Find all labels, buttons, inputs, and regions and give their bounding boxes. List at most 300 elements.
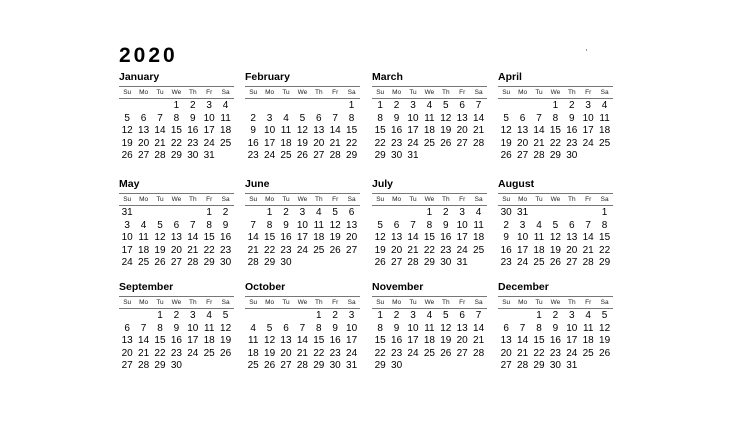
day-cell: 27 (456, 137, 468, 149)
day-cell: 5 (266, 322, 273, 334)
day-cell: 10 (517, 232, 529, 244)
day-cell: 9 (222, 219, 229, 231)
day-cell: 1 (536, 310, 542, 321)
day-cell: 22 (313, 347, 325, 359)
day-cell: 23 (500, 257, 512, 269)
day-cell: 2 (393, 100, 400, 111)
day-cell: 6 (140, 112, 147, 124)
day-cell: 24 (187, 347, 199, 359)
weekday-label: Th (441, 89, 450, 96)
day-cell: 22 (374, 137, 386, 149)
day-cell: 15 (170, 125, 182, 137)
weekday-label: Sa (474, 196, 483, 203)
day-cell: 6 (348, 207, 355, 218)
weekday-label: Fr (459, 89, 466, 96)
weekday-label: Tu (282, 196, 290, 203)
weekday-label: Fr (206, 89, 213, 96)
day-cell: 2 (222, 207, 229, 218)
day-cell: 26 (374, 257, 386, 269)
weekday-label: Mo (518, 89, 528, 96)
day-cell: 21 (517, 347, 529, 359)
day-cell: 15 (346, 125, 358, 137)
weekday-label: Fr (332, 299, 339, 306)
weekday-label: We (171, 299, 182, 306)
weekday-label: We (550, 196, 561, 203)
day-cell: 4 (426, 310, 433, 321)
weekday-label: Su (502, 196, 511, 203)
day-cell: 6 (519, 112, 526, 124)
day-cell: 5 (443, 100, 449, 111)
day-cell: 28 (138, 360, 150, 372)
day-cell: 11 (583, 322, 594, 334)
day-cell: 4 (283, 112, 289, 124)
day-cell: 31 (517, 207, 529, 218)
day-cell: 18 (220, 125, 232, 137)
weekday-label: We (171, 196, 182, 203)
weekday-label: Su (249, 89, 258, 96)
day-cell: 13 (456, 112, 468, 124)
day-cell: 20 (391, 244, 403, 256)
month-name: April (498, 71, 522, 83)
day-cell: 17 (407, 335, 419, 347)
weekday-label: Tu (535, 89, 543, 96)
day-cell: 20 (121, 347, 133, 359)
day-cell: 23 (566, 137, 578, 149)
day-cell: 28 (296, 360, 308, 372)
day-cell: 7 (140, 322, 147, 334)
day-cell: 23 (187, 137, 199, 149)
weekday-label: Mo (139, 299, 149, 306)
day-cell: 13 (566, 232, 578, 244)
day-cell: 6 (459, 310, 465, 321)
day-cell: 15 (374, 335, 386, 347)
day-cell: 2 (332, 310, 338, 321)
day-cell: 12 (500, 125, 512, 137)
day-cell: 31 (346, 360, 358, 372)
day-cell: 26 (220, 347, 232, 359)
day-cell: 15 (599, 232, 611, 244)
day-cell: 19 (220, 335, 232, 347)
month-name: March (372, 71, 403, 83)
day-cell: 25 (280, 150, 292, 162)
day-cell: 28 (473, 347, 485, 359)
day-cell: 2 (250, 112, 256, 124)
day-cell: 9 (393, 112, 400, 124)
day-cell: 4 (316, 207, 322, 218)
day-cell: 9 (173, 322, 180, 334)
day-cell: 3 (519, 219, 526, 231)
weekday-label: We (550, 89, 561, 96)
weekday-label: Tu (409, 299, 417, 306)
day-cell: 22 (264, 244, 276, 256)
weekday-label: Su (123, 196, 132, 203)
weekday-label: Tu (156, 196, 164, 203)
day-cell: 29 (374, 150, 386, 162)
day-cell: 18 (247, 347, 259, 359)
weekday-label: Sa (600, 299, 609, 306)
day-cell: 27 (391, 257, 403, 269)
weekday-label: Fr (585, 196, 592, 203)
day-cell: 13 (500, 335, 512, 347)
weekday-label: Th (567, 299, 576, 306)
day-cell: 2 (503, 219, 509, 231)
day-cell: 25 (473, 244, 485, 256)
day-cell: 18 (533, 244, 545, 256)
day-cell: 16 (391, 335, 403, 347)
weekday-label: Fr (206, 299, 213, 306)
day-cell: 26 (154, 257, 166, 269)
day-cell: 19 (599, 335, 611, 347)
day-cell: 17 (456, 232, 468, 244)
day-cell: 21 (329, 137, 341, 149)
day-cell: 8 (266, 219, 273, 231)
month-name: November (372, 281, 424, 293)
day-cell: 21 (247, 244, 259, 256)
day-cell: 23 (549, 347, 561, 359)
day-cell: 10 (187, 322, 199, 334)
day-cell: 27 (517, 150, 529, 162)
day-cell: 13 (170, 232, 182, 244)
weekday-label: Mo (392, 196, 402, 203)
day-cell: 3 (410, 310, 416, 321)
month-name: July (372, 178, 394, 190)
weekday-label: Mo (518, 196, 528, 203)
day-cell: 14 (473, 322, 485, 334)
weekday-header (498, 86, 613, 99)
day-cell: 12 (121, 125, 133, 137)
day-cell: 22 (423, 244, 435, 256)
day-cell: 13 (346, 219, 358, 231)
day-cell: 16 (500, 244, 512, 256)
weekday-header (498, 296, 613, 309)
day-cell: 6 (124, 322, 130, 334)
day-cell: 7 (475, 100, 482, 111)
weekday-label: Su (123, 299, 132, 306)
day-cell: 28 (154, 150, 166, 162)
day-cell: 5 (552, 219, 559, 231)
day-cell: 23 (170, 347, 182, 359)
day-cell: 24 (517, 257, 529, 269)
weekday-label: Su (123, 89, 132, 96)
month-name: August (498, 178, 535, 190)
day-cell: 27 (138, 150, 150, 162)
day-cell: 4 (222, 100, 229, 111)
weekday-label: Sa (474, 89, 483, 96)
weekday-label: Th (314, 196, 323, 203)
day-cell: 12 (329, 219, 341, 231)
day-cell: 2 (173, 310, 180, 321)
day-cell: 16 (391, 125, 403, 137)
weekday-header (245, 86, 360, 99)
day-cell: 11 (533, 232, 545, 244)
weekday-label: We (550, 299, 561, 306)
day-cell: 12 (440, 322, 452, 334)
day-cell: 24 (456, 244, 468, 256)
day-cell: 27 (456, 347, 468, 359)
day-cell: 6 (569, 219, 575, 231)
day-cell: 15 (264, 232, 276, 244)
day-cell: 30 (220, 257, 232, 269)
day-cell: 29 (533, 360, 545, 372)
day-cell: 12 (296, 125, 308, 137)
day-cell: 22 (170, 137, 182, 149)
day-cell: 27 (313, 150, 325, 162)
day-cell: 23 (247, 150, 259, 162)
weekday-label: Sa (600, 89, 609, 96)
day-cell: 29 (346, 150, 358, 162)
day-cell: 28 (473, 137, 485, 149)
day-cell: 9 (569, 112, 575, 124)
day-cell: 24 (407, 347, 419, 359)
day-cell: 26 (264, 360, 276, 372)
day-cell: 10 (407, 112, 419, 124)
day-cell: 30 (280, 257, 292, 269)
day-cell: 11 (599, 112, 610, 124)
day-cell: 20 (346, 232, 358, 244)
day-cell: 7 (410, 219, 416, 231)
day-cell: 17 (187, 335, 199, 347)
day-cell: 30 (500, 207, 512, 218)
day-cell: 22 (549, 137, 561, 149)
day-cell: 15 (154, 335, 166, 347)
day-cell: 18 (138, 244, 150, 256)
day-cell: 21 (582, 244, 594, 256)
day-cell: 13 (391, 232, 403, 244)
day-cell: 29 (374, 360, 386, 372)
month-name: September (119, 281, 174, 293)
weekday-label: Su (249, 299, 258, 306)
day-cell: 18 (203, 335, 215, 347)
day-cell: 10 (346, 322, 358, 334)
day-cell: 1 (377, 310, 383, 321)
day-cell: 5 (157, 219, 163, 231)
month-name: May (119, 178, 140, 190)
day-cell: 19 (121, 137, 133, 149)
day-cell: 4 (140, 219, 147, 231)
day-cell: 29 (203, 257, 215, 269)
day-cell: 14 (407, 232, 419, 244)
day-cell: 20 (280, 347, 292, 359)
day-cell: 10 (582, 112, 594, 124)
day-cell: 9 (393, 322, 400, 334)
day-cell: 8 (173, 112, 180, 124)
weekday-header (372, 193, 487, 206)
month-name: February (245, 71, 290, 83)
day-cell: 22 (374, 347, 386, 359)
day-cell: 14 (533, 125, 545, 137)
month-name: December (498, 281, 549, 293)
day-cell: 26 (440, 347, 452, 359)
day-cell: 16 (220, 232, 232, 244)
day-cell: 23 (391, 347, 403, 359)
day-cell: 5 (601, 310, 608, 321)
day-cell: 8 (377, 322, 383, 334)
day-cell: 24 (296, 244, 308, 256)
day-cell: 19 (440, 335, 452, 347)
day-cell: 24 (121, 257, 133, 269)
day-cell: 7 (519, 322, 526, 334)
day-cell: 14 (296, 335, 308, 347)
day-cell: 22 (154, 347, 166, 359)
day-cell: 16 (187, 125, 199, 137)
day-cell: 1 (601, 207, 608, 218)
day-cell: 16 (440, 232, 452, 244)
day-cell: 11 (138, 232, 149, 244)
day-cell: 7 (585, 219, 591, 231)
day-cell: 13 (313, 125, 325, 137)
day-cell: 29 (313, 360, 325, 372)
stray-mark (586, 49, 587, 51)
weekday-label: Th (441, 299, 450, 306)
day-cell: 21 (473, 125, 485, 137)
weekday-label: We (424, 299, 435, 306)
weekday-label: Sa (347, 89, 356, 96)
day-cell: 18 (280, 137, 292, 149)
day-cell: 27 (346, 244, 358, 256)
day-cell: 4 (585, 310, 591, 321)
day-cell: 29 (170, 150, 182, 162)
day-cell: 13 (138, 125, 150, 137)
day-cell: 17 (203, 125, 215, 137)
day-cell: 13 (517, 125, 529, 137)
day-cell: 2 (552, 310, 559, 321)
weekday-label: Sa (221, 89, 230, 96)
day-cell: 4 (475, 207, 482, 218)
day-cell: 26 (121, 150, 133, 162)
weekday-label: We (424, 196, 435, 203)
day-cell: 4 (250, 322, 256, 334)
day-cell: 21 (473, 335, 485, 347)
day-cell: 5 (503, 112, 509, 124)
day-cell: 5 (299, 112, 306, 124)
weekday-label: Sa (347, 196, 356, 203)
day-cell: 24 (203, 137, 215, 149)
day-cell: 26 (599, 347, 611, 359)
weekday-label: Fr (459, 299, 466, 306)
day-cell: 1 (316, 310, 322, 321)
day-cell: 28 (329, 150, 341, 162)
day-cell: 28 (407, 257, 419, 269)
day-cell: 1 (377, 100, 383, 111)
day-cell: 2 (569, 100, 575, 111)
day-cell: 8 (426, 219, 433, 231)
weekday-label: Tu (282, 89, 290, 96)
weekday-label: Fr (332, 89, 339, 96)
day-cell: 19 (154, 244, 166, 256)
weekday-label: Mo (265, 299, 275, 306)
day-cell: 12 (154, 232, 166, 244)
weekday-label: Sa (221, 299, 230, 306)
day-cell: 12 (549, 232, 561, 244)
day-cell: 18 (473, 232, 485, 244)
day-cell: 9 (332, 322, 338, 334)
day-cell: 19 (374, 244, 386, 256)
weekday-label: Su (249, 196, 258, 203)
day-cell: 16 (549, 335, 561, 347)
day-cell: 20 (138, 137, 150, 149)
day-cell: 11 (220, 112, 231, 124)
day-cell: 26 (329, 244, 341, 256)
day-cell: 12 (374, 232, 386, 244)
day-cell: 29 (423, 257, 435, 269)
day-cell: 26 (440, 137, 452, 149)
weekday-label: Tu (535, 299, 543, 306)
day-cell: 11 (424, 322, 435, 334)
weekday-label: We (297, 89, 308, 96)
day-cell: 7 (475, 310, 482, 321)
day-cell: 12 (220, 322, 232, 334)
day-cell: 12 (264, 335, 276, 347)
day-cell: 30 (329, 360, 341, 372)
day-cell: 19 (329, 232, 341, 244)
weekday-label: Su (502, 299, 511, 306)
day-cell: 19 (296, 137, 308, 149)
weekday-label: Mo (265, 196, 275, 203)
day-cell: 13 (280, 335, 292, 347)
day-cell: 3 (459, 207, 465, 218)
weekday-header (372, 86, 487, 99)
day-cell: 21 (154, 137, 166, 149)
day-cell: 2 (443, 207, 449, 218)
day-cell: 1 (266, 207, 273, 218)
day-cell: 5 (332, 207, 338, 218)
day-cell: 15 (423, 232, 435, 244)
day-cell: 16 (170, 335, 182, 347)
day-cell: 22 (203, 244, 215, 256)
weekday-label: Th (314, 89, 323, 96)
day-cell: 22 (599, 244, 611, 256)
day-cell: 31 (203, 150, 215, 162)
day-cell: 5 (377, 219, 383, 231)
weekday-label: Su (376, 89, 385, 96)
day-cell: 30 (391, 360, 403, 372)
weekday-label: Mo (139, 196, 149, 203)
day-cell: 3 (410, 100, 416, 111)
day-cell: 26 (549, 257, 561, 269)
day-cell: 28 (582, 257, 594, 269)
day-cell: 30 (391, 150, 403, 162)
day-cell: 19 (549, 244, 561, 256)
day-cell: 3 (190, 310, 196, 321)
day-cell: 17 (296, 232, 308, 244)
day-cell: 25 (313, 244, 325, 256)
day-cell: 12 (440, 112, 452, 124)
day-cell: 2 (393, 310, 400, 321)
weekday-header (245, 296, 360, 309)
day-cell: 9 (283, 219, 289, 231)
day-cell: 17 (517, 244, 529, 256)
weekday-label: Tu (409, 196, 417, 203)
day-cell: 1 (426, 207, 433, 218)
day-cell: 17 (566, 335, 578, 347)
day-cell: 15 (313, 335, 325, 347)
weekday-label: Mo (518, 299, 528, 306)
day-cell: 23 (280, 244, 292, 256)
day-cell: 14 (247, 232, 259, 244)
day-cell: 1 (173, 100, 180, 111)
weekday-label: Th (441, 196, 450, 203)
day-cell: 30 (170, 360, 182, 372)
weekday-label: Th (188, 196, 197, 203)
weekday-label: Sa (600, 196, 609, 203)
day-cell: 10 (264, 125, 276, 137)
day-cell: 7 (157, 112, 163, 124)
day-cell: 14 (154, 125, 166, 137)
day-cell: 8 (377, 112, 383, 124)
day-cell: 16 (566, 125, 578, 137)
day-cell: 17 (582, 125, 594, 137)
day-cell: 14 (187, 232, 199, 244)
